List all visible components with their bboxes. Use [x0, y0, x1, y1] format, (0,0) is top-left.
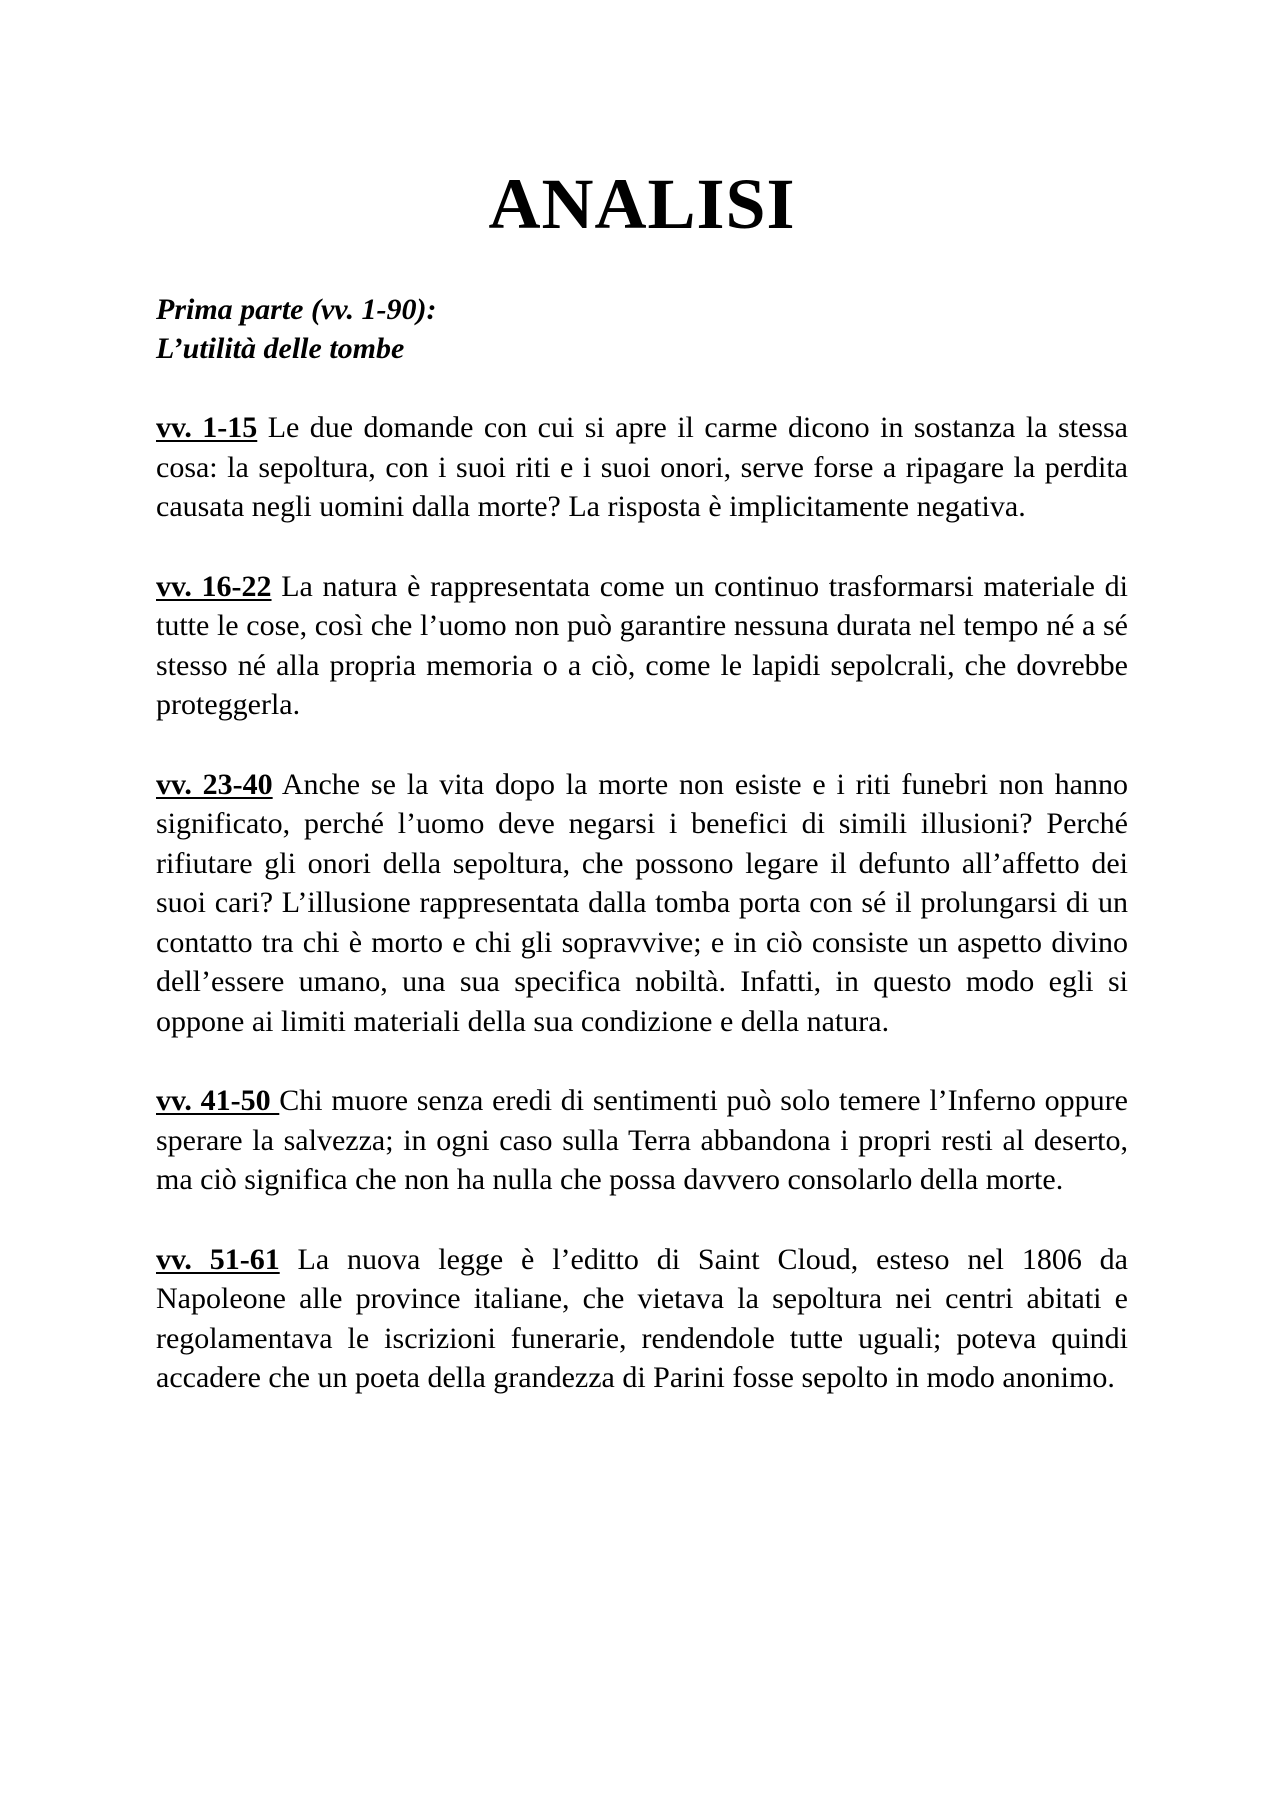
section-vv-51-61 — [156, 1240, 1128, 1398]
section-text: Anche se la vita dopo la morte non esiste e i riti funebri non hanno significato, perché l’uomo deve negarsi i benefici di simili illusioni? Perché rifiutare gli onori della sepoltura, che possono legare il defunto all’affetto dei suoi cari? L’illusione rappresentata dalla tomba porta con sé il prolungarsi di un contatto tra chi è morto e chi gli sopravvive; e in ciò consiste un aspetto divino dell’essere umano, una sua specifica nobiltà. Infatti, in questo modo egli si oppone ai limiti materiali della sua condizione e della natura. — [156, 767, 1128, 1038]
part-heading-line1: Prima parte (vv. 1-90): — [156, 293, 437, 326]
section-vv-41-50 — [156, 1081, 1128, 1200]
part-heading — [156, 290, 1128, 368]
section-text: La nuova legge è l’editto di Saint Cloud, esteso nel 1806 da Napoleone alle province italiane, che vietava la sepoltura nei centri abitati e regolamentava le iscrizioni funerarie, rendendole tutte uguali; poteva quindi accadere che un poeta della grandezza di Parini fosse sepolto in modo anonimo. — [156, 1242, 1129, 1394]
page-title: ANALISI — [488, 164, 796, 244]
section-vv-16-22 — [156, 567, 1128, 725]
verse-reference: vv. 51-61 — [156, 1242, 280, 1276]
document-page — [156, 0, 1128, 1398]
section-text: La natura è rappresentata come un continuo trasformarsi materiale di tutte le cose, così che l’uomo non può garantire nessuna durata nel tempo né a sé stesso né alla propria memoria o a ciò, come le lapidi sepolcrali, che dovrebbe proteggerla. — [156, 569, 1129, 721]
section-vv-23-40 — [156, 765, 1128, 1042]
verse-reference: vv. 1-15 — [156, 411, 258, 444]
section-vv-1-15 — [156, 408, 1128, 527]
part-heading-line2: L’utilità delle tombe — [156, 332, 405, 365]
section-text: Chi muore senza eredi di sentimenti può solo temere l’Inferno oppure sperare la salvezza; in ogni caso sulla Terra abbandona i propri resti al deserto, ma ciò significa che non ha nulla che possa davvero consolarlo della morte. — [156, 1084, 1128, 1196]
verse-reference: vv. 16-22 — [156, 569, 272, 603]
verse-reference: vv. 23-40 — [156, 767, 273, 801]
section-text: Le due domande con cui si apre il carme dicono in sostanza la stessa cosa: la sepoltura, con i suoi riti e i suoi onori, serve forse a ripagare la perdita causata negli uomini dalla morte? La risposta è implicitamente negativa. — [156, 411, 1128, 523]
verse-reference: vv. 41-50 — [156, 1084, 280, 1117]
